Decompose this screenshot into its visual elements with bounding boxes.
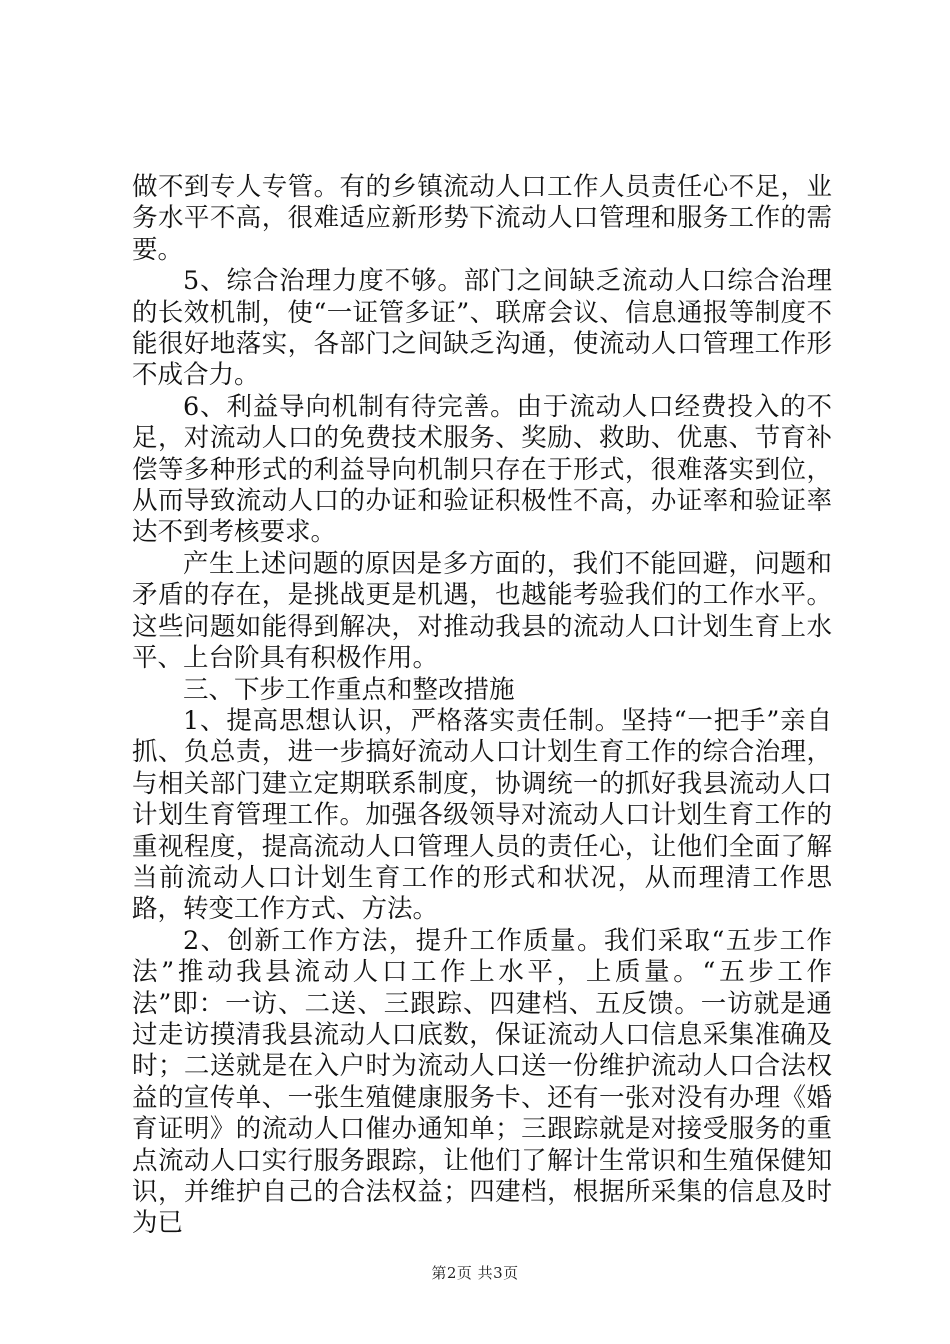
- paragraph-measure-1: 1、提高思想认识，严格落实责任制。坚持“一把手”亲自抓、负总责，进一步搞好流动人口计划生育工作的综合治理，与相关部门建立定期联系制度，协调统一的抓好我县流动人口计划生育管理工作。加强各级领导对流动人口计划生育工作的重视程度，提高流动人口管理人员的责任心，让他们全面了解当前流动人口计划生育工作的形式和状况，从而理清工作思路，转变工作方式、方法。: [132, 705, 832, 925]
- document-body: [132, 172, 832, 1240]
- page-number-footer: 第2页 共3页: [431, 1264, 519, 1282]
- section-heading-3: 三、下步工作重点和整改措施: [183, 674, 515, 705]
- paragraph-causes: 产生上述问题的原因是多方面的，我们不能回避，问题和矛盾的存在，是挑战更是机遇，也越能考验我们的工作水平。这些问题如能得到解决，对推动我县的流动人口计划生育上水平、上台阶具有积极作用。: [132, 548, 832, 674]
- paragraph-continuation: 做不到专人专管。有的乡镇流动人口工作人员责任心不足，业务水平不高，很难适应新形势下流动人口管理和服务工作的需要。: [132, 172, 832, 265]
- paragraph-item-5: 5、综合治理力度不够。部门之间缺乏流动人口综合治理的长效机制，使“一证管多证”、联席会议、信息通报等制度不能很好地落实，各部门之间缺乏沟通，使流动人口管理工作形不成合力。: [132, 266, 832, 391]
- paragraph-item-6: 6、利益导向机制有待完善。由于流动人口经费投入的不足，对流动人口的免费技术服务、奖励、救助、优惠、节育补偿等多种形式的利益导向机制只存在于形式，很难落实到位，从而导致流动人口的办证和验证积极性不高，办证率和验证率达不到考核要求。: [132, 391, 832, 548]
- paragraph-measure-2: 2、创新工作方法，提升工作质量。我们采取“五步工作法”推动我县流动人口工作上水平，上质量。“五步工作法”即：一访、二送、三跟踪、四建档、五反馈。一访就是通过走访摸清我县流动人口底数，保证流动人口信息采集准确及时；二送就是在入户时为流动人口送一份维护流动人口合法权益的宣传单、一张生殖健康服务卡、还有一张对没有办理《婚育证明》的流动人口催办通知单；三跟踪就是对接受服务的重点流动人口实行服务跟踪，让他们了解计生常识和生殖保健知识，并维护自己的合法权益；四建档，根据所采集的信息及时为已: [132, 925, 832, 1239]
